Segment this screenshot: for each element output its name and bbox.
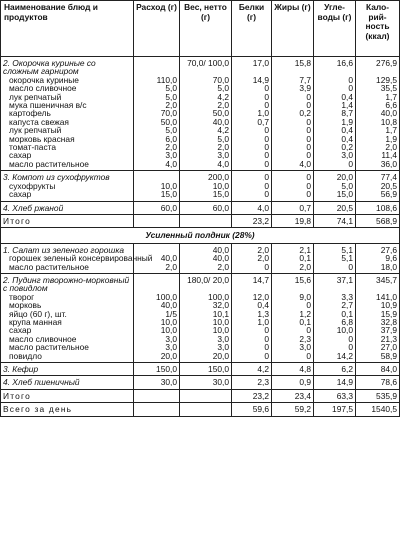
cell-name: творог [1, 293, 134, 301]
cell-zhiry: 7,7 [272, 76, 314, 84]
cell-rashod: 50,0 [134, 118, 180, 126]
cell-uglevody: 0 [314, 76, 356, 84]
cell-kaloriinost: 10,8 [356, 118, 400, 126]
cell-belki: 0 [232, 352, 272, 363]
cell-name: крупа манная [1, 318, 134, 326]
cell-uglevody: 5,1 [314, 254, 356, 262]
cell-name: окорочка куриные [1, 76, 134, 84]
cell-kaloriinost: 1,7 [356, 126, 400, 134]
cell-kaloriinost: 141,0 [356, 293, 400, 301]
cell-uglevody: 3,0 [314, 151, 356, 159]
cell-ves: 30,0 [180, 376, 232, 389]
cell-belki: 0 [232, 151, 272, 159]
cell-uglevody: 0 [314, 263, 356, 274]
cell-name: 4. Хлеб ржаной [1, 201, 134, 214]
ingredient-row [1, 101, 400, 109]
cell-ves: 40,0 [180, 254, 232, 262]
cell-name: 3. Компот из сухофруктов [1, 171, 134, 182]
cell-kaloriinost: 77,4 [356, 171, 400, 182]
cell-name: масло сливочное [1, 84, 134, 92]
cell-uglevody: 1,4 [314, 101, 356, 109]
cell-zhiry: 0 [272, 352, 314, 363]
cell-ves: 2,0 [180, 263, 232, 274]
ingredient-row [1, 352, 400, 363]
cell-belki: 0 [232, 343, 272, 351]
cell-name: капуста свежая [1, 118, 134, 126]
cell-zhiry: 0,7 [272, 201, 314, 214]
cell-name: томат-паста [1, 143, 134, 151]
cell-zhiry: 0 [272, 151, 314, 159]
cell-kaloriinost: 40,0 [356, 109, 400, 117]
cell-belki: 0 [232, 335, 272, 343]
cell-belki: 0,4 [232, 301, 272, 309]
cell-belki: 1,3 [232, 310, 272, 318]
cell-kaloriinost: 345,7 [356, 273, 400, 292]
total-row [1, 214, 400, 227]
cell-rashod: 3,0 [134, 151, 180, 159]
cell-zhiry: 15,8 [272, 57, 314, 76]
cell-ves: 32,0 [180, 301, 232, 309]
cell-kaloriinost: 10,9 [356, 301, 400, 309]
cell-name: Итого [1, 214, 134, 227]
cell-name: масло растительное [1, 263, 134, 274]
cell-name: 3. Кефир [1, 363, 134, 376]
cell-rashod: 100,0 [134, 293, 180, 301]
cell-belki: 0 [232, 101, 272, 109]
cell-rashod [134, 57, 180, 76]
header-kaloriinost: Кало-рий-ность (ккал) [356, 1, 400, 57]
cell-belki: 0 [232, 326, 272, 334]
cell-belki: 4,0 [232, 201, 272, 214]
header-uglevody: Угле-воды (г) [314, 1, 356, 57]
cell-kaloriinost: 9,6 [356, 254, 400, 262]
cell-name: Итого [1, 389, 134, 402]
cell-zhiry: 3,9 [272, 84, 314, 92]
cell-rashod: 5,0 [134, 84, 180, 92]
cell-name: морковь [1, 301, 134, 309]
cell-ves: 3,0 [180, 343, 232, 351]
dish-row-kefir [1, 363, 400, 376]
cell-name: сахар [1, 190, 134, 201]
cell-ves: 20,0 [180, 352, 232, 363]
cell-belki: 1,0 [232, 109, 272, 117]
cell-uglevody: 37,1 [314, 273, 356, 292]
cell-rashod: 150,0 [134, 363, 180, 376]
cell-ves: 10,0 [180, 318, 232, 326]
cell-kaloriinost: 129,5 [356, 76, 400, 84]
cell-rashod: 40,0 [134, 254, 180, 262]
cell-belki: 2,0 [232, 254, 272, 262]
cell-uglevody: 5,0 [314, 182, 356, 190]
cell-uglevody: 63,3 [314, 389, 356, 402]
cell-uglevody: 14,9 [314, 376, 356, 389]
cell-rashod: 10,0 [134, 318, 180, 326]
cell-kaloriinost: 535,9 [356, 389, 400, 402]
cell-kaloriinost: 78,6 [356, 376, 400, 389]
table-body [1, 57, 400, 417]
cell-uglevody: 0,2 [314, 143, 356, 151]
cell-zhiry: 3,0 [272, 343, 314, 351]
cell-ves [180, 214, 232, 227]
cell-zhiry: 2,3 [272, 335, 314, 343]
dish-row-bread-rye [1, 201, 400, 214]
cell-zhiry: 0 [272, 135, 314, 143]
cell-zhiry: 2,1 [272, 243, 314, 254]
cell-zhiry: 0,2 [272, 109, 314, 117]
cell-name: морковь красная [1, 135, 134, 143]
cell-ves: 70,0/ 100,0 [180, 57, 232, 76]
cell-zhiry: 9,0 [272, 293, 314, 301]
cell-rashod: 10,0 [134, 182, 180, 190]
header-zhiry: Жиры (г) [272, 1, 314, 57]
cell-kaloriinost: 84,0 [356, 363, 400, 376]
cell-rashod: 10,0 [134, 326, 180, 334]
cell-kaloriinost: 1540,5 [356, 403, 400, 416]
cell-belki: 0 [232, 126, 272, 134]
cell-uglevody: 0,1 [314, 310, 356, 318]
cell-rashod: 1/5 [134, 310, 180, 318]
cell-belki: 0 [232, 84, 272, 92]
cell-belki: 0 [232, 160, 272, 171]
section-title: Усиленный полдник (28%) [1, 228, 400, 243]
cell-name: сахар [1, 151, 134, 159]
total-row [1, 389, 400, 402]
cell-uglevody: 0,4 [314, 126, 356, 134]
cell-rashod: 110,0 [134, 76, 180, 84]
cell-ves: 2,0 [180, 143, 232, 151]
cell-ves: 60,0 [180, 201, 232, 214]
cell-zhiry: 4,8 [272, 363, 314, 376]
header-rashod: Расход (г) [134, 1, 180, 57]
cell-kaloriinost: 36,0 [356, 160, 400, 171]
dish-row [1, 273, 400, 292]
cell-name: лук репчатый [1, 126, 134, 134]
cell-uglevody: 14,2 [314, 352, 356, 363]
cell-name: масло сливочное [1, 335, 134, 343]
cell-uglevody: 6,2 [314, 363, 356, 376]
cell-ves: 10,0 [180, 182, 232, 190]
cell-kaloriinost: 56,9 [356, 190, 400, 201]
cell-zhiry: 2,0 [272, 263, 314, 274]
cell-zhiry: 0 [272, 118, 314, 126]
cell-uglevody: 0,4 [314, 135, 356, 143]
cell-name: лук репчатый [1, 93, 134, 101]
ingredient-row [1, 135, 400, 143]
cell-kaloriinost: 21,3 [356, 335, 400, 343]
cell-rashod: 2,0 [134, 143, 180, 151]
cell-rashod: 30,0 [134, 376, 180, 389]
cell-name: Всего за день [1, 403, 134, 416]
cell-uglevody: 1,9 [314, 118, 356, 126]
cell-ves: 5,0 [180, 135, 232, 143]
cell-kaloriinost: 27,0 [356, 343, 400, 351]
cell-kaloriinost: 1,7 [356, 93, 400, 101]
cell-belki: 14,7 [232, 273, 272, 292]
cell-name: 1. Салат из зеленого горошка [1, 243, 134, 254]
cell-name: масло растительное [1, 160, 134, 171]
cell-zhiry: 1,2 [272, 310, 314, 318]
cell-belki: 0,7 [232, 118, 272, 126]
cell-zhiry: 0 [272, 182, 314, 190]
cell-name: 2. Пудинг творожно-морковный с повидлом [1, 273, 134, 292]
cell-belki: 4,2 [232, 363, 272, 376]
cell-kaloriinost: 11,4 [356, 151, 400, 159]
cell-uglevody: 2,7 [314, 301, 356, 309]
cell-name: мука пшеничная в/с [1, 101, 134, 109]
cell-ves: 200,0 [180, 171, 232, 182]
cell-ves: 150,0 [180, 363, 232, 376]
cell-kaloriinost: 568,9 [356, 214, 400, 227]
cell-uglevody: 0,4 [314, 93, 356, 101]
cell-ves: 40,0 [180, 118, 232, 126]
cell-rashod: 2,0 [134, 101, 180, 109]
cell-zhiry: 4,0 [272, 160, 314, 171]
cell-rashod: 40,0 [134, 301, 180, 309]
cell-belki: 0 [232, 93, 272, 101]
cell-name: повидло [1, 352, 134, 363]
cell-rashod: 2,0 [134, 263, 180, 274]
cell-belki: 0 [232, 143, 272, 151]
cell-belki: 0 [232, 190, 272, 201]
cell-kaloriinost: 58,9 [356, 352, 400, 363]
cell-rashod: 5,0 [134, 126, 180, 134]
cell-uglevody: 74,1 [314, 214, 356, 227]
cell-name: 4. Хлеб пшеничный [1, 376, 134, 389]
cell-rashod [134, 389, 180, 402]
cell-uglevody: 0 [314, 343, 356, 351]
cell-uglevody: 16,6 [314, 57, 356, 76]
cell-ves: 10,0 [180, 326, 232, 334]
grand-total-row [1, 403, 400, 416]
section-header-row [1, 228, 400, 243]
cell-belki: 2,0 [232, 243, 272, 254]
header-row [1, 1, 400, 57]
cell-rashod [134, 273, 180, 292]
cell-belki: 0 [232, 135, 272, 143]
cell-zhiry: 19,8 [272, 214, 314, 227]
cell-rashod: 3,0 [134, 335, 180, 343]
cell-name: горошек зеленый консервированный [1, 254, 134, 262]
cell-zhiry: 15,6 [272, 273, 314, 292]
cell-uglevody: 197,5 [314, 403, 356, 416]
cell-ves: 15,0 [180, 190, 232, 201]
cell-zhiry: 0,1 [272, 254, 314, 262]
ingredient-row [1, 293, 400, 301]
cell-belki: 2,3 [232, 376, 272, 389]
cell-ves: 50,0 [180, 109, 232, 117]
cell-kaloriinost: 18,0 [356, 263, 400, 274]
ingredient-row [1, 263, 400, 274]
cell-uglevody: 8,7 [314, 109, 356, 117]
cell-zhiry: 0 [272, 143, 314, 151]
cell-belki: 0 [232, 171, 272, 182]
cell-zhiry: 0,9 [272, 376, 314, 389]
cell-zhiry: 0 [272, 171, 314, 182]
cell-zhiry: 0 [272, 301, 314, 309]
cell-ves [180, 389, 232, 402]
header-belki: Белки (г) [232, 1, 272, 57]
cell-ves: 4,2 [180, 126, 232, 134]
cell-name: масло растительное [1, 343, 134, 351]
cell-kaloriinost: 2,0 [356, 143, 400, 151]
cell-ves [180, 403, 232, 416]
cell-ves: 40,0 [180, 243, 232, 254]
cell-belki: 0 [232, 263, 272, 274]
cell-rashod: 3,0 [134, 343, 180, 351]
cell-rashod: 4,0 [134, 160, 180, 171]
dish-row [1, 57, 400, 76]
cell-rashod: 5,0 [134, 93, 180, 101]
cell-belki: 23,2 [232, 214, 272, 227]
cell-ves: 3,0 [180, 335, 232, 343]
cell-name: сухофрукты [1, 182, 134, 190]
cell-kaloriinost: 108,6 [356, 201, 400, 214]
cell-uglevody: 20,5 [314, 201, 356, 214]
cell-zhiry: 23,4 [272, 389, 314, 402]
cell-name: 2. Окорочка куриные со сложным гарниром [1, 57, 134, 76]
dish-row [1, 171, 400, 182]
cell-rashod: 20,0 [134, 352, 180, 363]
cell-uglevody: 10,0 [314, 326, 356, 334]
header-name: Наименование блюд и продуктов [1, 1, 134, 57]
cell-kaloriinost: 27,6 [356, 243, 400, 254]
cell-ves: 4,0 [180, 160, 232, 171]
cell-kaloriinost: 15,9 [356, 310, 400, 318]
cell-ves: 180,0/ 20,0 [180, 273, 232, 292]
cell-uglevody: 15,0 [314, 190, 356, 201]
cell-ves: 3,0 [180, 151, 232, 159]
dish-row-bread-wheat [1, 376, 400, 389]
cell-kaloriinost: 32,8 [356, 318, 400, 326]
cell-zhiry: 59,2 [272, 403, 314, 416]
cell-uglevody: 20,0 [314, 171, 356, 182]
cell-belki: 17,0 [232, 57, 272, 76]
cell-ves: 70,0 [180, 76, 232, 84]
cell-zhiry: 0 [272, 101, 314, 109]
cell-belki: 12,0 [232, 293, 272, 301]
cell-ves: 2,0 [180, 101, 232, 109]
cell-name: картофель [1, 109, 134, 117]
cell-kaloriinost: 276,9 [356, 57, 400, 76]
cell-zhiry: 0 [272, 190, 314, 201]
cell-rashod: 6,0 [134, 135, 180, 143]
cell-uglevody: 0 [314, 160, 356, 171]
cell-ves: 10,1 [180, 310, 232, 318]
cell-name: сахар [1, 326, 134, 334]
cell-zhiry: 0 [272, 326, 314, 334]
ingredient-row [1, 143, 400, 151]
cell-rashod: 60,0 [134, 201, 180, 214]
cell-zhiry: 0 [272, 126, 314, 134]
cell-belki: 59,6 [232, 403, 272, 416]
cell-uglevody: 0 [314, 84, 356, 92]
cell-kaloriinost: 35,5 [356, 84, 400, 92]
header-ves: Вес, нетто (г) [180, 1, 232, 57]
cell-uglevody: 0 [314, 335, 356, 343]
cell-rashod: 70,0 [134, 109, 180, 117]
cell-ves: 5,0 [180, 84, 232, 92]
cell-rashod: 15,0 [134, 190, 180, 201]
ingredient-row [1, 190, 400, 201]
cell-belki: 1,0 [232, 318, 272, 326]
cell-zhiry: 0 [272, 93, 314, 101]
cell-rashod [134, 403, 180, 416]
cell-zhiry: 0,1 [272, 318, 314, 326]
cell-kaloriinost: 1,9 [356, 135, 400, 143]
cell-belki: 23,2 [232, 389, 272, 402]
cell-belki: 14,9 [232, 76, 272, 84]
ingredient-row [1, 160, 400, 171]
cell-ves: 100,0 [180, 293, 232, 301]
cell-uglevody: 5,1 [314, 243, 356, 254]
cell-name: яйцо (60 г), шт. [1, 310, 134, 318]
cell-kaloriinost: 37,9 [356, 326, 400, 334]
cell-uglevody: 3,3 [314, 293, 356, 301]
cell-kaloriinost: 6,6 [356, 101, 400, 109]
cell-uglevody: 6,8 [314, 318, 356, 326]
cell-rashod [134, 214, 180, 227]
cell-ves: 4,2 [180, 93, 232, 101]
cell-belki: 0 [232, 182, 272, 190]
cell-kaloriinost: 20,5 [356, 182, 400, 190]
